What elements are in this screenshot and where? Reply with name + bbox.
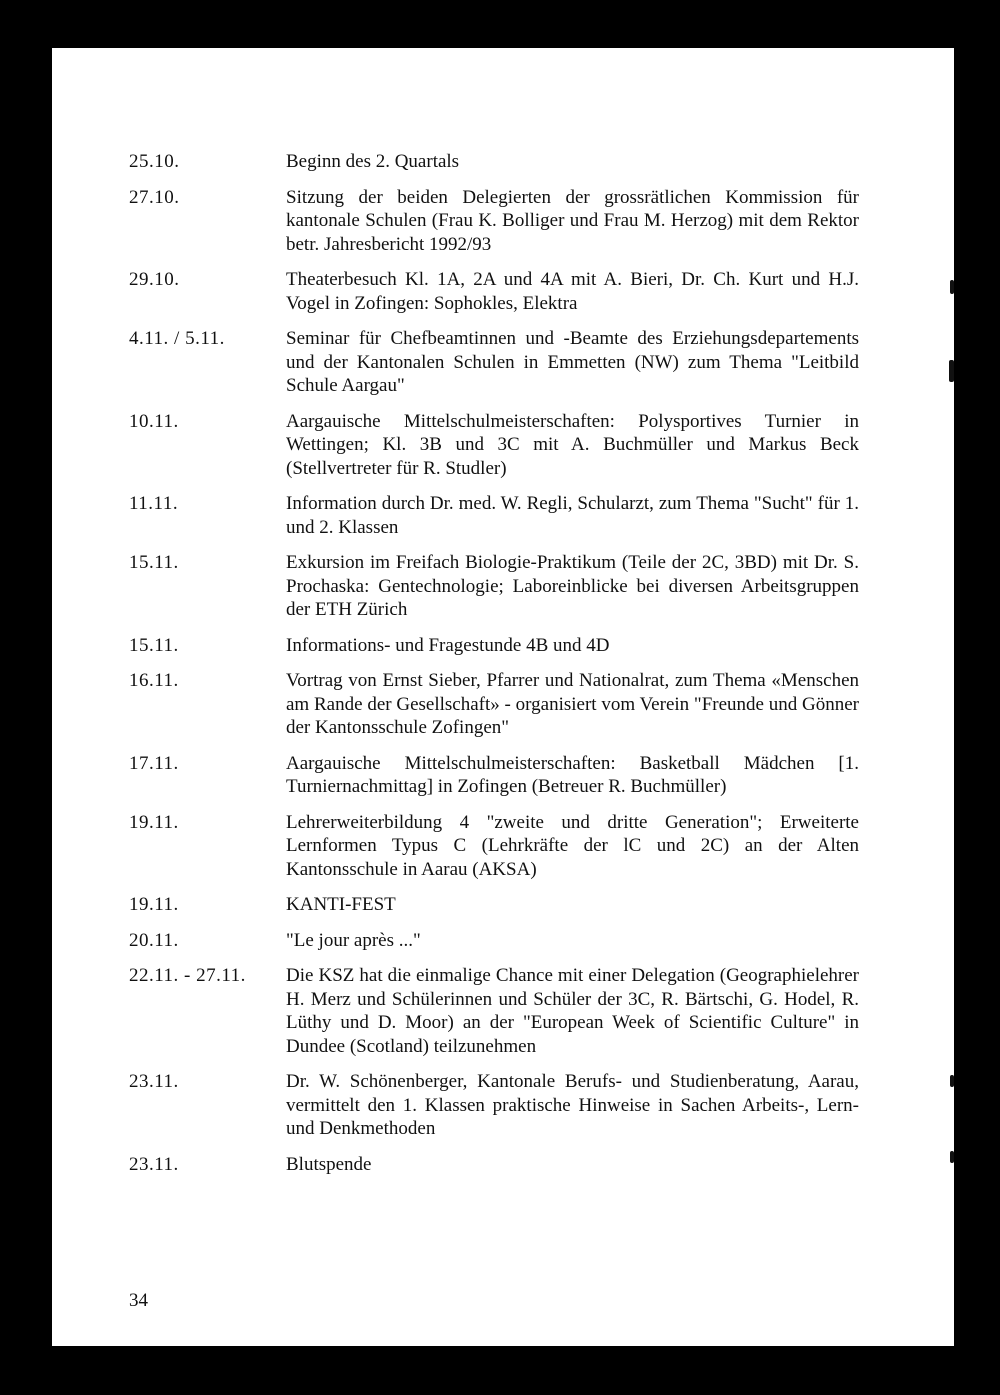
entry-text: Aargauische Mittelschulmeisterschaften: Polysportives Turnier in Wettingen; Kl. 3B und 3C mit A. Buchmüller und Markus Beck (Stellvertreter für R. Studler) bbox=[286, 410, 859, 479]
entry-text: Sitzung der beiden Delegierten der grossrätlichen Kommission für kantonale Schulen (Frau K. Bolliger und Frau M. Herzog) mit dem Rektor betr. Jahresbericht 1992/93 bbox=[286, 186, 859, 255]
entry-date: 22.11. - 27.11. bbox=[129, 965, 246, 986]
entry-text: Informations- und Fragestunde 4B und 4D bbox=[286, 634, 610, 656]
entry-text: Lehrerweiterbildung 4 "zweite und dritte Generation"; Erweiterte Lernformen Typus C (Lehrkräfte der lC und 2C) an der Alten Kantonsschule in Aarau (AKSA) bbox=[286, 811, 859, 880]
entry-date: 16.11. bbox=[129, 670, 179, 691]
chronicle-list bbox=[129, 150, 859, 1188]
entry-date: 27.10. bbox=[129, 186, 180, 208]
entry-text: Seminar für Chefbeamtinnen und -Beamte des Erziehungsdepartements und der Kantonalen Schulen in Emmetten (NW) zum Thema "Leitbild Schule Aargau" bbox=[286, 328, 859, 396]
chronicle-entry bbox=[129, 811, 859, 882]
entry-text: Theaterbesuch Kl. 1A, 2A und 4A mit A. Bieri, Dr. Ch. Kurt und H.J. Vogel in Zofingen: Sophokles, Elektra bbox=[286, 269, 859, 314]
chronicle-entry bbox=[129, 551, 859, 622]
chronicle-entry bbox=[129, 268, 859, 315]
chronicle-entry bbox=[129, 893, 859, 917]
chronicle-entry bbox=[129, 929, 859, 953]
entry-date: 4.11. / 5.11. bbox=[129, 328, 225, 349]
chronicle-entry bbox=[129, 327, 859, 398]
chronicle-entry bbox=[129, 492, 859, 539]
scan-artifact bbox=[950, 1075, 954, 1087]
entry-date: 19.11. bbox=[129, 894, 179, 915]
entry-date: 11.11. bbox=[129, 493, 179, 514]
entry-text: Dr. W. Schönenberger, Kantonale Berufs- und Studienberatung, Aarau, vermittelt den 1. Klassen praktische Hinweise in Sachen Arbeits-, Lern- und Denkmethoden bbox=[286, 1071, 859, 1139]
scan-artifact bbox=[950, 280, 954, 294]
entry-date: 15.11. bbox=[129, 634, 179, 656]
chronicle-entry bbox=[129, 1153, 859, 1177]
entry-date: 19.11. bbox=[129, 811, 179, 833]
page-number: 34 bbox=[129, 1290, 148, 1311]
entry-text: Die KSZ hat die einmalige Chance mit einer Delegation (Geographielehrer H. Merz und Schülerinnen und Schüler der 3C, R. Bärtschi, G. Hodel, R. Lüthy und D. Moor) an der "European Week of Scientific Culture" in Dundee (Scotland) teilzunehmen bbox=[286, 965, 859, 1057]
entry-text: Information durch Dr. med. W. Regli, Schularzt, zum Thema "Sucht" für 1. und 2. Klassen bbox=[286, 493, 859, 538]
entry-date: 29.10. bbox=[129, 269, 180, 290]
scan-artifact bbox=[950, 1151, 954, 1163]
entry-date: 10.11. bbox=[129, 410, 179, 432]
chronicle-entry bbox=[129, 669, 859, 740]
entry-text: "Le jour après ..." bbox=[286, 929, 421, 951]
chronicle-entry bbox=[129, 150, 859, 174]
entry-date: 17.11. bbox=[129, 752, 179, 774]
chronicle-entry bbox=[129, 752, 859, 799]
chronicle-entry bbox=[129, 634, 859, 658]
scan-artifact bbox=[949, 360, 954, 382]
entry-text: KANTI-FEST bbox=[286, 894, 396, 915]
entry-text: Blutspende bbox=[286, 1153, 372, 1175]
entry-date: 23.11. bbox=[129, 1153, 179, 1175]
chronicle-entry bbox=[129, 410, 859, 481]
entry-date: 15.11. bbox=[129, 552, 179, 573]
chronicle-entry bbox=[129, 964, 859, 1058]
entry-date: 20.11. bbox=[129, 929, 179, 951]
entry-text: Vortrag von Ernst Sieber, Pfarrer und Nationalrat, zum Thema «Menschen am Rande der Gesellschaft» - organisiert vom Verein "Freunde und Gönner der Kantonsschule Zofingen" bbox=[286, 670, 859, 738]
entry-date: 25.10. bbox=[129, 151, 180, 172]
entry-date: 23.11. bbox=[129, 1071, 179, 1092]
document-page bbox=[52, 48, 954, 1346]
chronicle-entry bbox=[129, 1070, 859, 1141]
entry-text: Beginn des 2. Quartals bbox=[286, 151, 460, 172]
entry-text: Exkursion im Freifach Biologie-Praktikum (Teile der 2C, 3BD) mit Dr. S. Prochaska: Gentechnologie; Laboreinblicke bei diversen Arbeitsgruppen der ETH Zürich bbox=[286, 552, 859, 620]
chronicle-entry bbox=[129, 186, 859, 257]
entry-text: Aargauische Mittelschulmeisterschaften: Basketball Mädchen [1. Turniernachmittag] in Zofingen (Betreuer R. Buchmüller) bbox=[286, 752, 859, 797]
